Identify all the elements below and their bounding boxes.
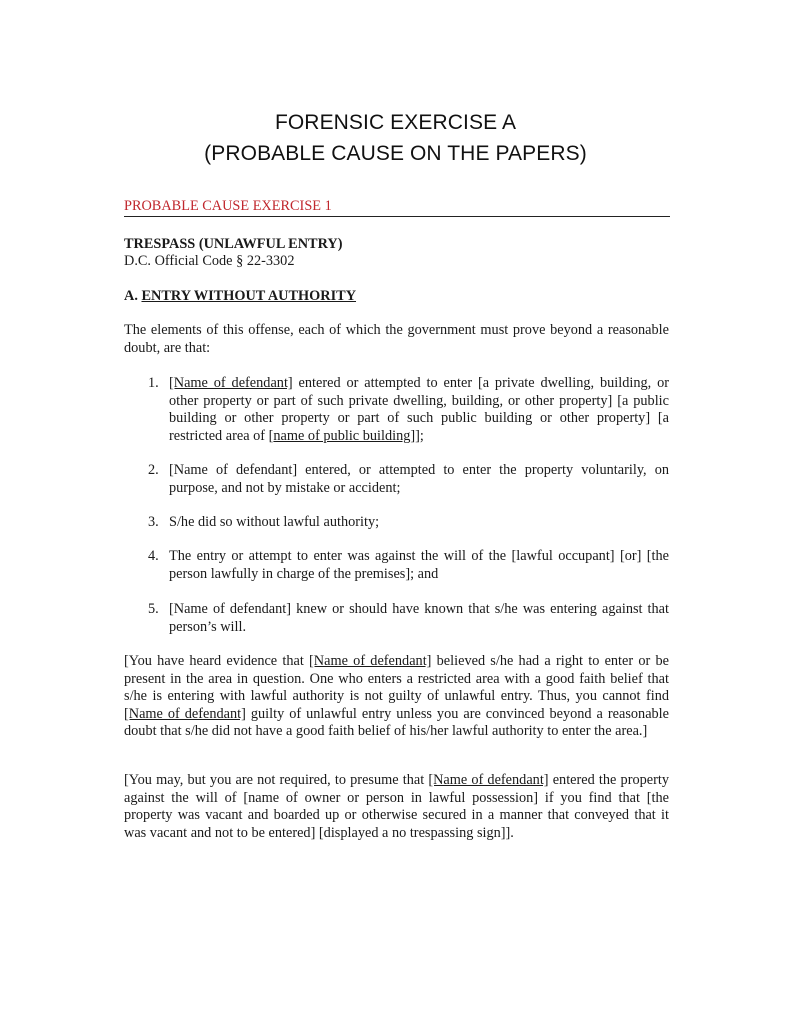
page-title-line-1: FORENSIC EXERCISE A [274, 111, 517, 134]
element-text: [Name of defendant] entered or attempted to enter [a private dwelling, building, or other property or part of such private dwelling, building, or other property] [a public building or other property or part of such public building or other property] [a restricted area of [name of public building]]; [169, 375, 669, 444]
element-item-5 [148, 601, 669, 636]
section-letter: A. [124, 288, 138, 304]
presumption-paragraph: [You may, but you are not required, to presume that [Name of defendant] entered the property against the will of [name of owner or person in lawful possession] if you find that [the property was vacant and boarded up or otherwise secured in a manner that conveyed that it was vacant and not to be entered] [displayed a no trespassing sign]]. [124, 772, 669, 841]
divider [124, 216, 670, 217]
element-text: [Name of defendant] entered, or attempted to enter the property voluntarily, on purpose, and not by mistake or accident; [169, 462, 669, 496]
element-text: [Name of defendant] knew or should have known that s/he was entering against that person’s will. [169, 601, 669, 635]
element-number: 4. [148, 548, 159, 564]
element-number: 5. [148, 601, 159, 617]
element-item-2 [148, 462, 669, 497]
defendant-placeholder: [Name of defendant] [428, 772, 549, 788]
section-title: ENTRY WITHOUT AUTHORITY [141, 288, 357, 304]
element-item-4 [148, 548, 669, 583]
section-heading [124, 288, 356, 306]
element-text: The entry or attempt to enter was against the will of the [lawful occupant] [or] [the person lawfully in charge of the premises]; and [169, 548, 669, 582]
element-number: 1. [148, 375, 159, 391]
statute-code: D.C. Official Code § 22-3302 [124, 253, 295, 269]
element-text: S/he did so without lawful authority; [169, 514, 380, 530]
element-item-3 [148, 514, 669, 532]
exercise-label: PROBABLE CAUSE EXERCISE 1 [124, 198, 332, 214]
building-placeholder: name of public building [273, 427, 411, 444]
intro-paragraph: The elements of this offense, each of which the government must prove beyond a reasonable doubt, are that: [124, 322, 669, 356]
offense-title: TRESPASS (UNLAWFUL ENTRY) [124, 236, 343, 252]
element-number: 3. [148, 514, 159, 530]
defendant-placeholder: [Name of defendant] [124, 705, 246, 722]
page-title-line-2: (PROBABLE CAUSE ON THE PAPERS) [204, 142, 587, 165]
defendant-placeholder: [Name of defendant] [169, 375, 293, 391]
element-item-1 [148, 375, 669, 445]
defendant-placeholder: [Name of defendant] [309, 653, 432, 669]
element-number: 2. [148, 462, 159, 478]
good-faith-paragraph: [You have heard evidence that [Name of defendant] believed s/he had a right to enter or be present in the area in question. One who enters a restricted area with a good faith belief that s/he is entering with lawful authority is not guilty of unlawful entry. Thus, you cannot find [Name of defendant] guilty of unlawful entry unless you are convinced beyond a reasonable doubt that s/he did not have a good faith belief of his/her lawful authority to enter the area.] [124, 653, 670, 740]
